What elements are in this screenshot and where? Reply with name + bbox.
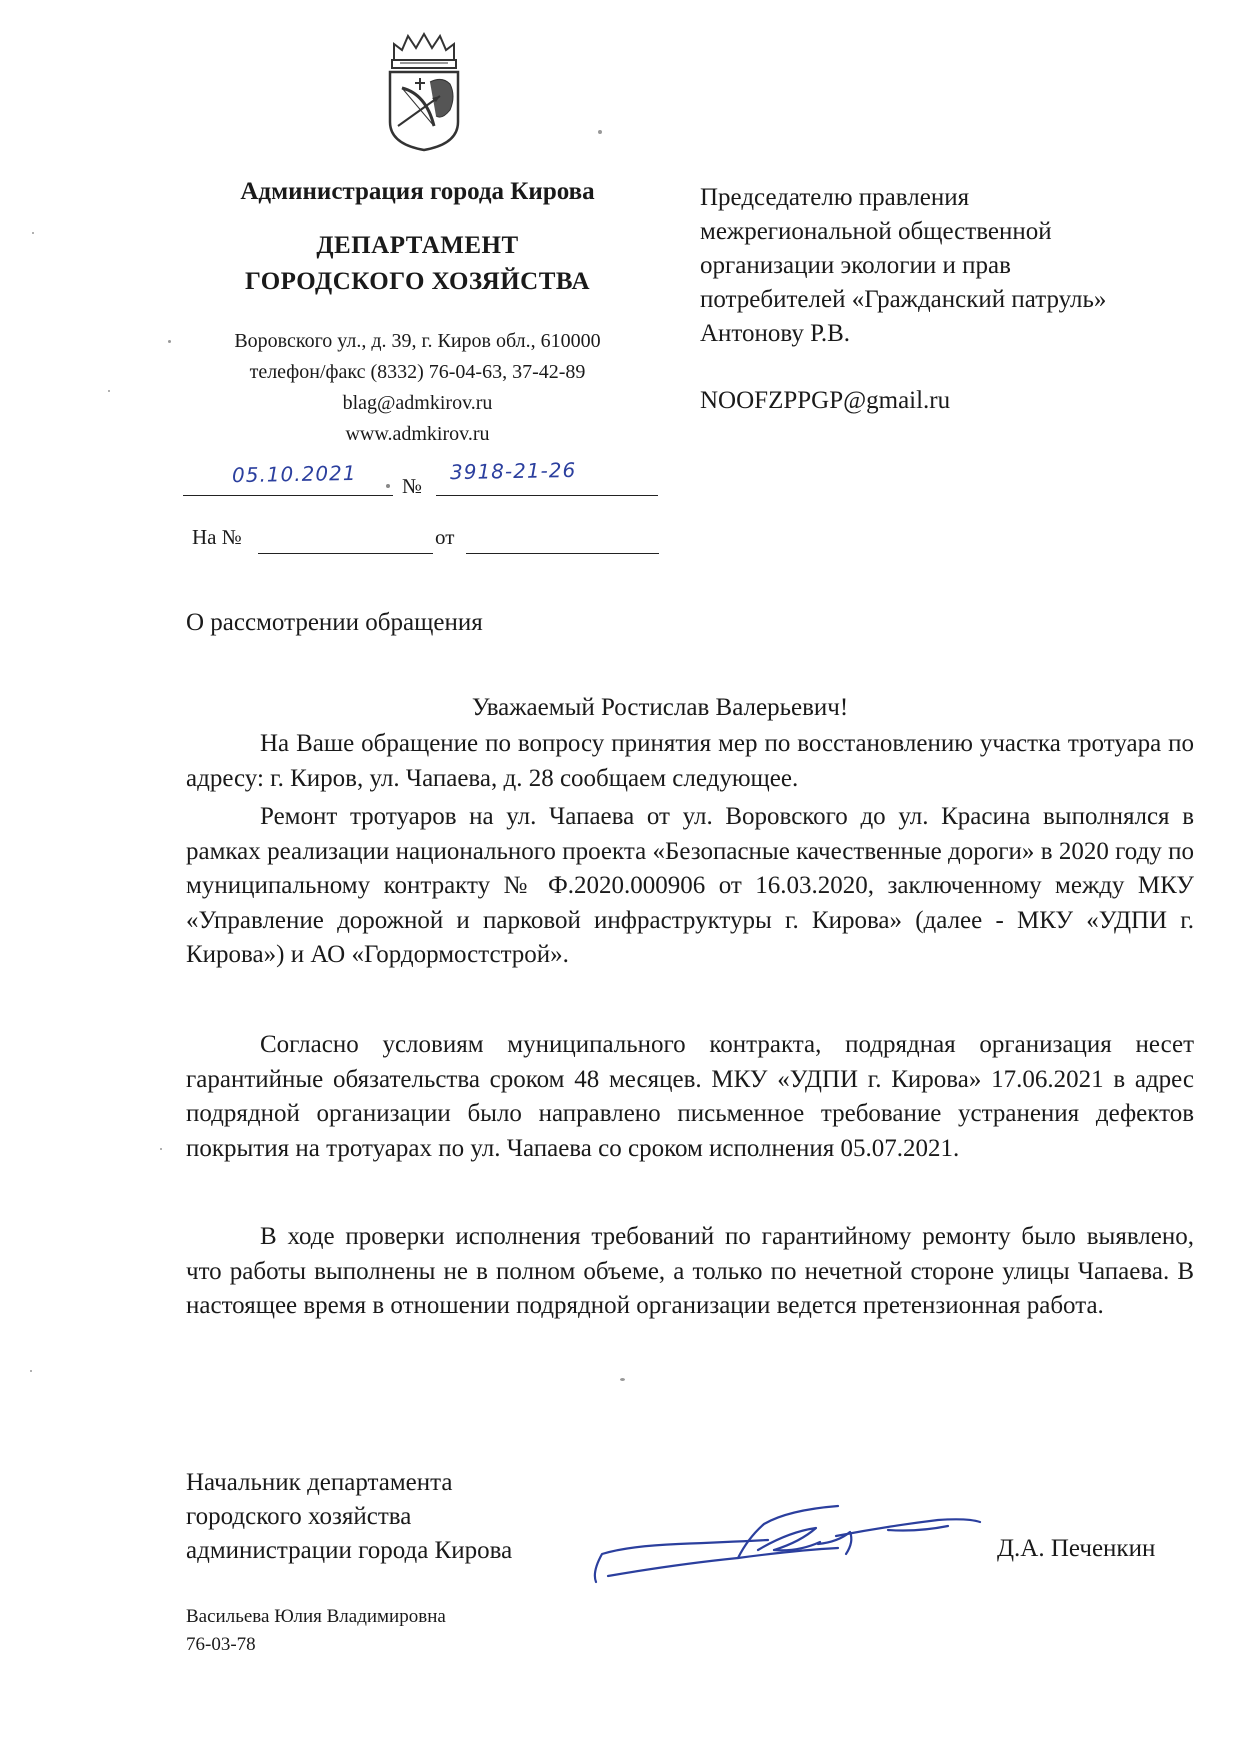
body-paragraph: На Ваше обращение по вопросу принятия мер по восстановлению участка тротуара по адресу: г. Киров, ул. Чапаева, д. 28 сообщаем следующее. [186, 730, 1194, 792]
organization-website: www.admkirov.ru [345, 423, 490, 445]
scan-speck [168, 340, 171, 343]
reference-date-label: от [435, 525, 455, 549]
letter-subject: О рассмотрении обращения [186, 609, 483, 636]
signer-title-line: Начальник департамента [186, 1469, 453, 1496]
organization-name: Администрация города Кирова [240, 178, 595, 205]
scan-speck [160, 1148, 162, 1150]
organization-address: Воровского ул., д. 39, г. Киров обл., 610000 [234, 330, 601, 352]
addressee-line: межрегиональной общественной [700, 218, 1052, 245]
registration-number: 3918-21-26 [449, 457, 577, 485]
executor-phone: 76-03-78 [186, 1634, 256, 1655]
organization-phone: телефон/факс (8332) 76-04-63, 37-42-89 [249, 361, 586, 383]
scan-speck [620, 1378, 625, 1381]
body-paragraph: Ремонт тротуаров на ул. Чапаева от ул. Воровского до ул. Красина выполнялся в рамках реализации национального проекта «Безопасные качественные дороги» в 2020 году по муниципальному контракту № Ф.2020.000906 от 16.03.2020, заключенному между МКУ «Управление дорожной и парковой инфраструктуры г. Кирова» (далее - МКУ «УДПИ г. Кирова») и АО «Гордормостстрой». [186, 803, 1194, 968]
scan-speck [598, 130, 602, 134]
coat-of-arms-icon [380, 30, 468, 154]
salutation: Уважаемый Ростислав Валерьевич! [471, 694, 849, 721]
number-underline [436, 495, 658, 496]
reference-number-blank [258, 553, 433, 554]
scan-speck [32, 232, 34, 234]
number-sign: № [402, 474, 423, 498]
addressee-line: организации экологии и прав [700, 252, 1011, 279]
date-underline [183, 495, 393, 496]
signer-title-line: администрации города Кирова [186, 1537, 513, 1564]
addressee-line: потребителей «Гражданский патруль» [700, 286, 1107, 313]
addressee-name: Антонову Р.В. [700, 320, 851, 347]
scan-speck [30, 1370, 32, 1372]
organization-email: blag@admkirov.ru [342, 392, 493, 414]
registration-date: 05.10.2021 [231, 460, 357, 488]
reference-date-blank [466, 553, 659, 554]
addressee-line: Председателю правления [700, 184, 970, 211]
department-title: ДЕПАРТАМЕНТ [316, 232, 519, 259]
executor-name: Васильева Юлия Владимировна [186, 1606, 446, 1627]
signer-title-line: городского хозяйства [186, 1503, 412, 1530]
body-paragraph: В ходе проверки исполнения требований по гарантийному ремонту было выявлено, что работы выполнены не в полном объеме, а только по нечетной стороне улицы Чапаева. В настоящее время в отношении подрядной организации ведется претензионная работа. [186, 1223, 1194, 1319]
addressee-email: NOOFZPPGP@gmail.ru [700, 387, 951, 414]
scan-speck [108, 390, 110, 392]
reference-number-label: На № [192, 525, 242, 549]
stray-mark [386, 484, 390, 488]
department-subtitle: ГОРОДСКОГО ХОЗЯЙСТВА [244, 268, 591, 295]
signer-name: Д.А. Печенкин [997, 1535, 1156, 1562]
body-paragraph: Согласно условиям муниципального контракта, подрядная организация несет гарантийные обязательства сроком 48 месяцев. МКУ «УДПИ г. Кирова» 17.06.2021 в адрес подрядной организации было направлено письменное требование устранения дефектов покрытия на тротуарах по ул. Чапаева со сроком исполнения 05.07.2021. [186, 1031, 1194, 1162]
handwritten-signature-icon [588, 1502, 983, 1590]
